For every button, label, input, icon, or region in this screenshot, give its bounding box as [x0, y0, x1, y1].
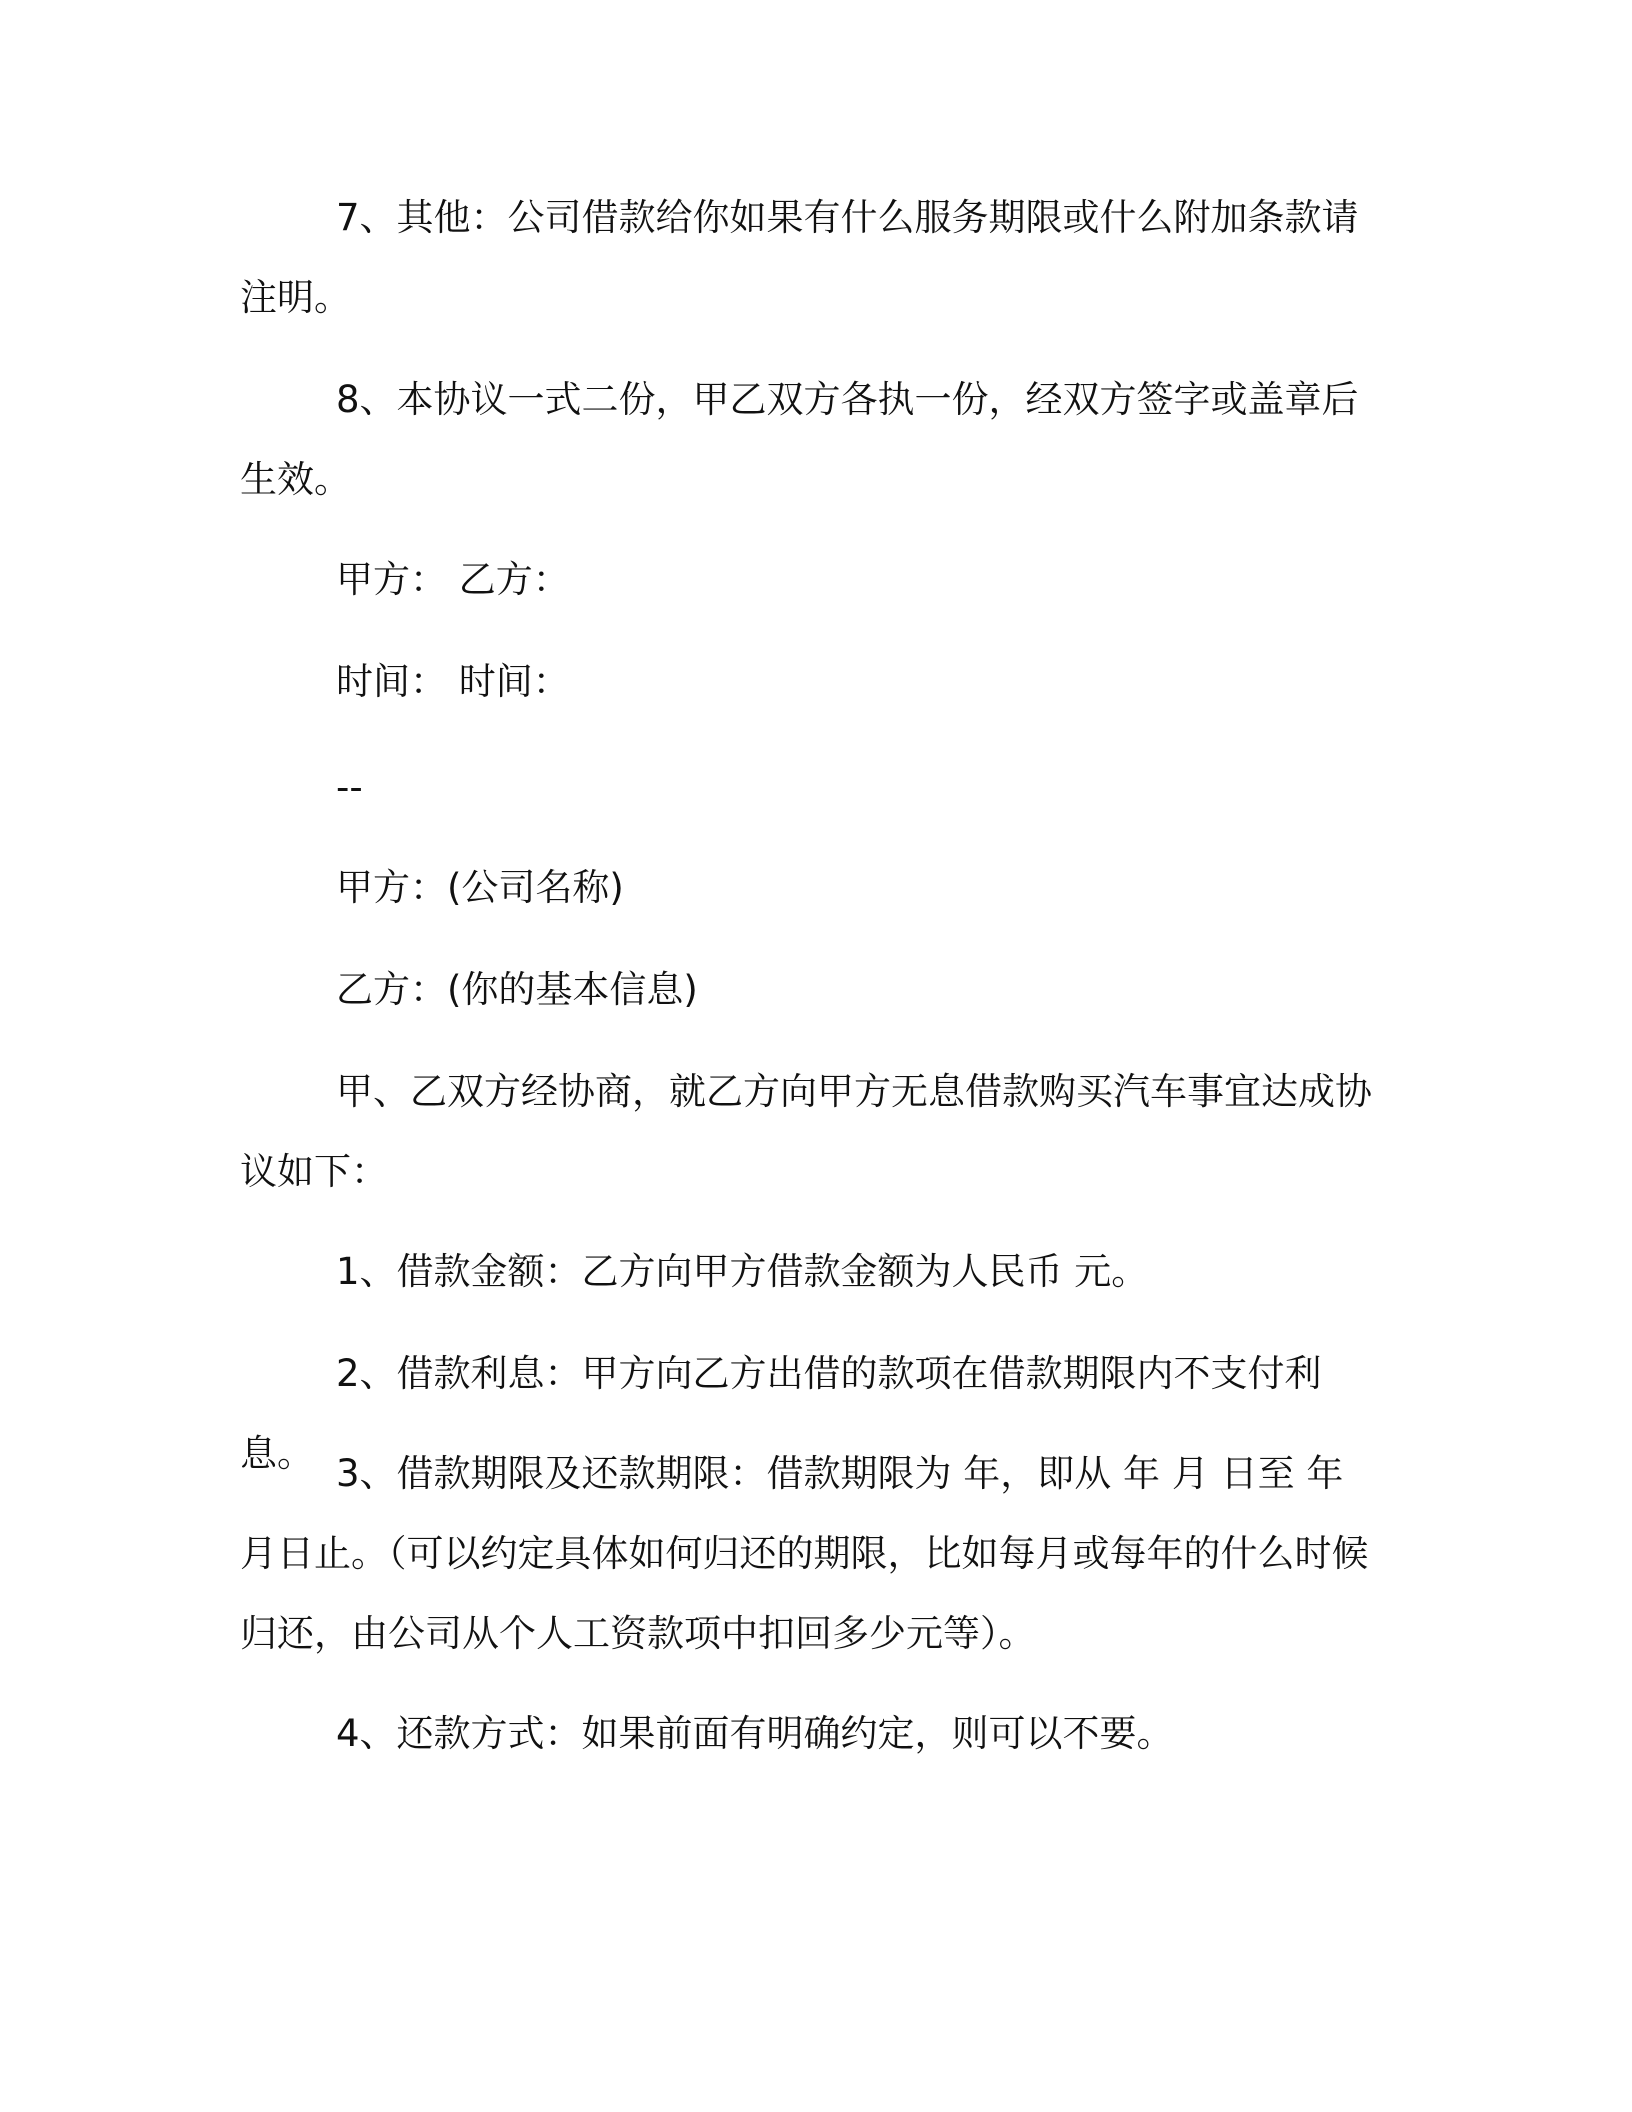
clause-4-repayment: 4、还款方式：如果前面有明确约定，则可以不要。: [336, 1712, 1174, 1755]
clause-3-term: 3、借款期限及还款期限：借款期限为 年，即从 年 月 日至 年 月日止。（可以约定具体如何归还的期限，比如每月或每年的什么时候归还，由公司从个人工资款项中扣回多少元等）。: [240, 1452, 1369, 1655]
clause-7-other: 7、其他：公司借款给你如果有什么服务期限或什么附加条款请注明。: [240, 196, 1359, 319]
document-page: [240, 0, 1390, 2112]
clause-1-amount: 1、借款金额：乙方向甲方借款金额为人民币 元。: [336, 1250, 1149, 1293]
party-a-line: 甲方：(公司名称): [336, 866, 624, 909]
agreement-preamble: 甲、乙双方经协商，就乙方向甲方无息借款购买汽车事宜达成协议如下：: [240, 1070, 1372, 1193]
signature-party-line: 甲方： 乙方：: [336, 558, 570, 601]
party-b-line: 乙方：(你的基本信息): [336, 968, 698, 1011]
signature-date-line: 时间： 时间：: [336, 660, 570, 703]
clause-8-copies: 8、本协议一式二份，甲乙双方各执一份，经双方签字或盖章后生效。: [240, 378, 1359, 501]
clause-2-interest: 2、借款利息：甲方向乙方出借的款项在借款期限内不支付利息。: [240, 1352, 1322, 1475]
section-divider: --: [336, 766, 363, 809]
